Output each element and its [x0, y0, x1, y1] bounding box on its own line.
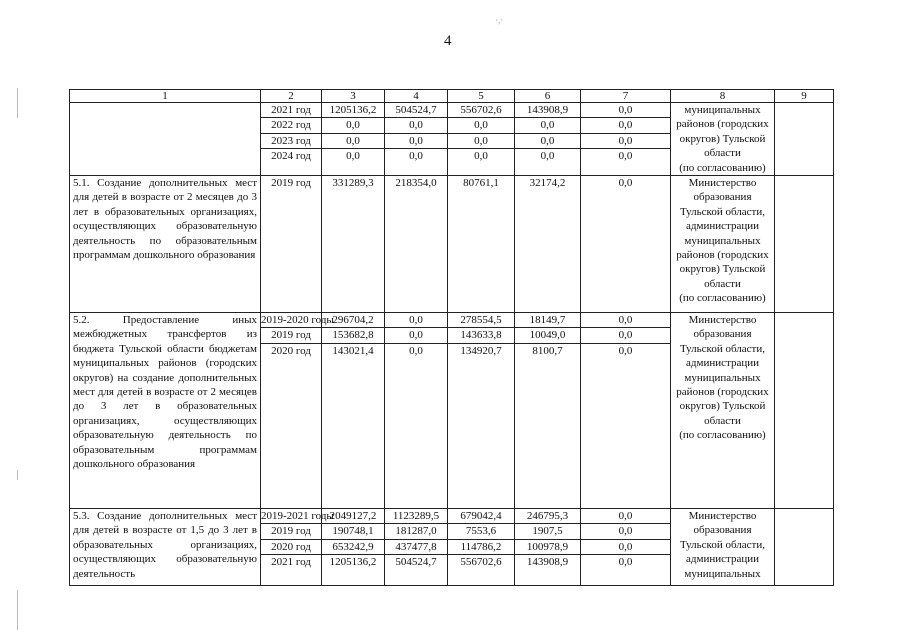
- value-entry: 504524,7: [385, 103, 447, 118]
- regional-budget-cell: [448, 103, 515, 176]
- responsible-cell: [671, 313, 775, 509]
- responsible-cell: [671, 509, 775, 586]
- value-entry: 100978,9: [515, 540, 580, 555]
- page-number: 4: [444, 33, 452, 49]
- local-budget-cell: [515, 176, 581, 313]
- value-entry: 679042,4: [448, 509, 514, 524]
- responsible-line: муниципальных: [684, 104, 761, 116]
- value-entry: 504524,7: [395, 556, 437, 569]
- local-budget-cell: [515, 509, 581, 586]
- regional-budget-cell: [448, 509, 515, 586]
- year-cell: [261, 103, 322, 176]
- value-entry: 246795,3: [515, 509, 580, 524]
- responsible-cell: [671, 103, 775, 176]
- value-entry: 0,0: [581, 524, 670, 539]
- value-entry: 0,0: [322, 118, 384, 133]
- responsible-line: районов (городских: [676, 249, 769, 262]
- value-entry: 0,0: [581, 134, 670, 149]
- header-cell: 8: [671, 90, 775, 103]
- year-label: 2021 год: [261, 103, 321, 118]
- responsible-line: администрации: [686, 220, 759, 233]
- value-entry: 0,0: [618, 344, 633, 357]
- year-cell: [261, 176, 322, 313]
- value-entry: 134920,7: [460, 344, 502, 357]
- value-entry: 0,0: [346, 150, 360, 163]
- federal-budget-cell: [385, 509, 448, 586]
- value-entry: 556702,6: [460, 556, 502, 569]
- value-entry: 653242,9: [322, 540, 384, 555]
- value-entry: 0,0: [474, 150, 488, 163]
- scan-speck: ·,·: [495, 15, 504, 25]
- empty-cell: [775, 103, 834, 176]
- table-row: [70, 313, 834, 509]
- table-row: [70, 509, 834, 586]
- header-cell: 5: [448, 90, 515, 103]
- responsible-line: Тульской области,: [679, 342, 766, 355]
- value-entry: 114786,2: [448, 540, 514, 555]
- value-entry: 278554,5: [448, 313, 514, 328]
- value-entry: 1123289,5: [385, 509, 447, 524]
- value-entry: 190748,1: [322, 524, 384, 539]
- other-sources-cell: [581, 313, 671, 509]
- program-table: [69, 89, 834, 586]
- value-entry: 0,0: [385, 118, 447, 133]
- value-entry: 0,0: [448, 134, 514, 149]
- value-entry: 0,0: [581, 313, 670, 328]
- value-entry: 143908,9: [515, 103, 580, 118]
- year-label: 2023 год: [261, 134, 321, 149]
- responsible-line: области: [704, 277, 741, 290]
- year-cell: [261, 313, 334, 509]
- responsible-line: районов (городских: [676, 118, 769, 131]
- responsible-line: администрации: [686, 357, 759, 370]
- header-cell: 1: [70, 90, 261, 103]
- responsible-line: муниципальных: [684, 371, 761, 384]
- responsible-line: Министерство: [688, 510, 757, 523]
- federal-budget-cell: [385, 103, 448, 176]
- value-entry: 218354,0: [395, 177, 437, 190]
- other-sources-cell: [581, 103, 671, 176]
- scan-edge-mark: [17, 590, 18, 630]
- value-entry: 0,0: [618, 177, 633, 190]
- federal-budget-cell: [385, 176, 448, 313]
- regional-budget-cell: [448, 313, 515, 509]
- value-entry: 0,0: [448, 118, 514, 133]
- header-cell: 4: [385, 90, 448, 103]
- responsible-line: округов) Тульской: [679, 400, 766, 413]
- value-entry: 0,0: [581, 540, 670, 555]
- value-entry: 153682,8: [322, 328, 384, 343]
- header-cell: 7: [581, 90, 671, 103]
- value-entry: 0,0: [385, 328, 447, 343]
- responsible-line: образования: [693, 524, 752, 537]
- value-entry: 80761,1: [463, 177, 499, 190]
- value-entry: 556702,6: [448, 103, 514, 118]
- responsible-line: (по согласованию): [679, 161, 766, 174]
- scan-edge-mark: [17, 88, 18, 118]
- responsible-line: округов) Тульской: [679, 263, 766, 276]
- responsible-line: области: [704, 414, 741, 427]
- total-cell: [322, 509, 385, 586]
- year-label: 2021 год: [271, 556, 311, 569]
- table-row: [70, 176, 834, 313]
- responsible-line: округов) Тульской: [679, 132, 766, 145]
- responsible-line: Тульской области,: [679, 205, 766, 218]
- responsible-line: области: [704, 147, 741, 160]
- value-entry: 0,0: [385, 313, 447, 328]
- other-sources-cell: [581, 509, 671, 586]
- value-entry: 0,0: [385, 134, 447, 149]
- empty-cell: [775, 176, 834, 313]
- year-label: 2019-2021 годы: [261, 509, 321, 524]
- value-entry: 143021,4: [332, 344, 374, 357]
- total-cell: [322, 176, 385, 313]
- value-entry: 0,0: [515, 134, 580, 149]
- year-label: 2022 год: [261, 118, 321, 133]
- value-entry: 32174,2: [529, 177, 566, 190]
- value-entry: 143633,8: [448, 328, 514, 343]
- responsible-line: Министерство: [688, 177, 757, 190]
- value-entry: 296704,2: [322, 313, 384, 328]
- value-entry: 7553,6: [448, 524, 514, 539]
- year-cell: [261, 509, 334, 586]
- value-entry: 0,0: [515, 118, 580, 133]
- value-entry: 0,0: [322, 134, 384, 149]
- local-budget-cell: [515, 313, 581, 509]
- regional-budget-cell: [448, 176, 515, 313]
- value-entry: 437477,8: [385, 540, 447, 555]
- year-label: 2020 год: [261, 540, 321, 555]
- responsible-line: администрации: [686, 553, 759, 566]
- measure-description: [70, 103, 261, 176]
- scan-edge-mark: [17, 470, 18, 480]
- empty-cell: [775, 313, 834, 509]
- value-entry: 0,0: [618, 556, 633, 569]
- federal-budget-cell: [385, 313, 448, 509]
- responsible-line: муниципальных: [684, 234, 761, 247]
- value-entry: 181287,0: [385, 524, 447, 539]
- responsible-line: Министерство: [688, 314, 757, 327]
- value-entry: 0,0: [409, 150, 423, 163]
- value-entry: 10049,0: [515, 328, 580, 343]
- total-cell: [322, 103, 385, 176]
- responsible-line: (по согласованию): [679, 292, 766, 305]
- value-entry: 1205136,2: [329, 556, 377, 569]
- value-entry: 0,0: [581, 328, 670, 343]
- responsible-line: муниципальных: [684, 567, 761, 580]
- year-label: 2019-2020 годы: [261, 313, 321, 328]
- year-label: 2019 год: [271, 177, 311, 190]
- value-entry: 8100,7: [532, 344, 563, 357]
- value-entry: 0,0: [618, 150, 633, 163]
- value-entry: 331289,3: [332, 177, 374, 190]
- value-entry: 0,0: [540, 150, 555, 163]
- header-cell: 3: [322, 90, 385, 103]
- responsible-line: Тульской области,: [679, 538, 766, 551]
- value-entry: 1205136,2: [322, 103, 384, 118]
- header-cell: 2: [261, 90, 322, 103]
- responsible-line: районов (городских: [676, 386, 769, 399]
- header-cell: 9: [775, 90, 834, 103]
- responsible-line: образования: [693, 328, 752, 341]
- local-budget-cell: [515, 103, 581, 176]
- value-entry: 0,0: [581, 509, 670, 524]
- table-row: [70, 103, 834, 176]
- value-entry: 1907,5: [515, 524, 580, 539]
- responsible-cell: [671, 176, 775, 313]
- value-entry: 0,0: [581, 103, 670, 118]
- year-label: 2019 год: [261, 328, 321, 343]
- value-entry: 2049127,2: [322, 509, 384, 524]
- header-row: [70, 90, 834, 103]
- header-cell: 6: [515, 90, 581, 103]
- responsible-line: образования: [693, 191, 752, 204]
- empty-cell: [775, 509, 834, 586]
- value-entry: 0,0: [581, 118, 670, 133]
- year-label: 2019 год: [261, 524, 321, 539]
- value-entry: 18149,7: [515, 313, 580, 328]
- measure-description: 5.1. Создание дополнительных мест для детей в возрасте от 2 месяцев до 3 лет в образовательных организациях, осуществляющих образовательную деятельность по образовательным программам дошкольного образования: [70, 176, 261, 313]
- total-cell: [322, 313, 385, 509]
- measure-description: 5.3. Создание дополнительных мест для детей в возрасте от 1,5 до 3 лет в образовательных организациях, осуществляющих образовательную деятельность: [70, 509, 261, 586]
- year-label: 2020 год: [271, 344, 311, 357]
- year-label: 2024 год: [271, 150, 311, 163]
- value-entry: 143908,9: [526, 556, 569, 569]
- other-sources-cell: [581, 176, 671, 313]
- responsible-line: (по согласованию): [679, 429, 766, 442]
- value-entry: 0,0: [409, 344, 423, 357]
- measure-description: 5.2. Предоставление иных межбюджетных трансфертов из бюджета Тульской области бюджетам муниципальных районов (городских округов) на создание дополнительных мест для детей в возрасте от 2 месяцев до 3 лет в образовательных организациях, осуществляющих образовательную деятельность по образовательным программам дошкольного образования: [70, 313, 261, 509]
